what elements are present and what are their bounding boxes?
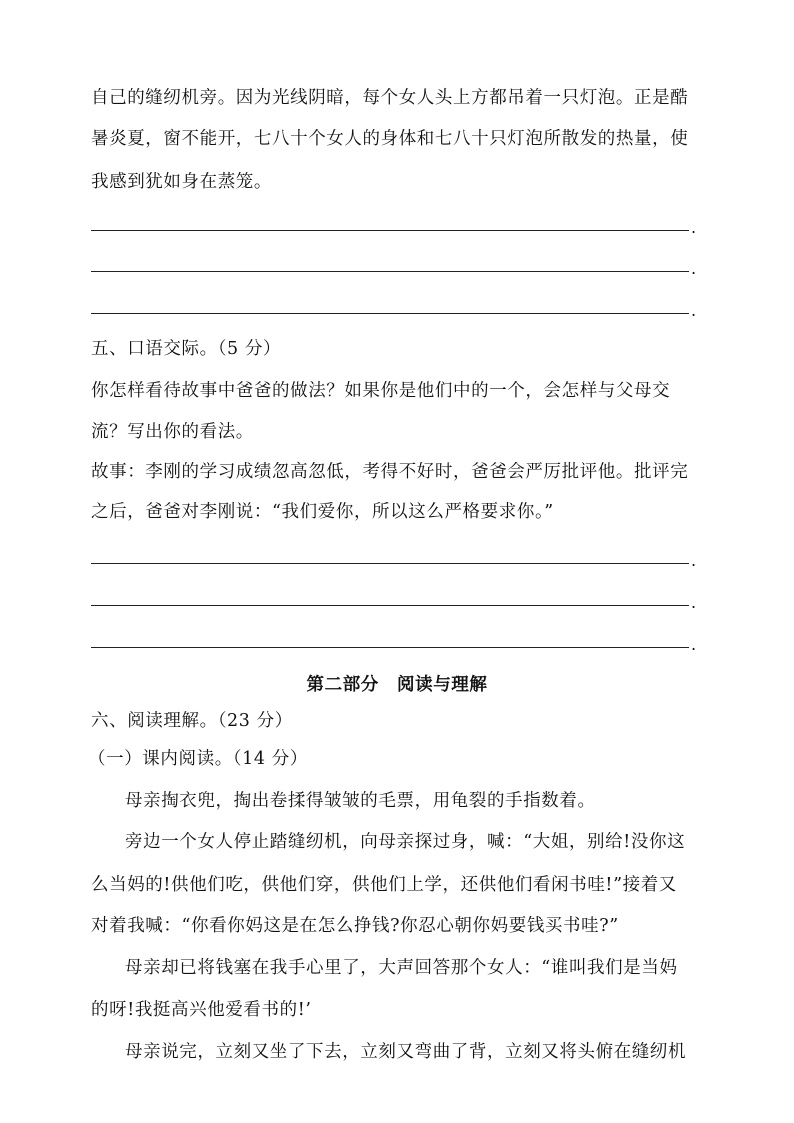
answer-line[interactable] — [91, 647, 689, 648]
answer-line[interactable] — [91, 605, 689, 606]
answer-line[interactable] — [91, 230, 689, 231]
answer-line[interactable] — [91, 271, 689, 272]
answer-line-end-mark: . — [691, 301, 697, 320]
story-line: 故事：李刚的学习成绩忽高忽低，考得不好时，爸爸会严厉批评他。批评完 — [91, 462, 689, 482]
passage-line: 自己的缝纫机旁。因为光线阴暗，每个女人头上方都吊着一只灯泡。正是酷 — [91, 88, 689, 108]
section-5-title: 五、口语交际。（5 分） — [91, 339, 282, 359]
passage-line: 对着我喊：“你看你妈这是在怎么挣钱?你忍心朝你妈要钱买书哇?” — [91, 916, 619, 936]
story-line: 之后，爸爸对李刚说：“我们爱你，所以这么严格要求你。” — [91, 502, 554, 522]
passage-line: 的呀!我挺高兴他爱看书的!’ — [91, 1000, 312, 1020]
passage-line: 母亲说完，立刻又坐了下去，立刻又弯曲了背，立刻又将头俯在缝纫机 — [125, 1042, 687, 1062]
sub-section-title: （一）课内阅读。（14 分） — [88, 749, 308, 769]
answer-line-end-mark: . — [691, 218, 697, 237]
answer-line-end-mark: . — [691, 593, 697, 612]
answer-line-end-mark: . — [691, 551, 697, 570]
question-line: 流？写出你的看法。 — [91, 422, 254, 442]
passage-line: 母亲掏衣兜，掏出卷揉得皱皱的毛票，用龟裂的手指数着。 — [125, 791, 596, 811]
answer-line[interactable] — [91, 563, 689, 564]
passage-line: 么当妈的!供他们吃，供他们穿，供他们上学，还供他们看闲书哇!”接着又 — [91, 875, 677, 895]
passage-line: 旁边一个女人停止踏缝纫机，向母亲探过身，喊：“大姐，别给!没你这 — [125, 832, 686, 852]
part-2-heading: 第二部分 阅读与理解 — [306, 675, 488, 695]
section-6-title: 六、阅读理解。（23 分） — [91, 711, 293, 731]
answer-line-end-mark: . — [691, 635, 697, 654]
question-line: 你怎样看待故事中爸爸的做法？如果你是他们中的一个，会怎样与父母交 — [91, 381, 671, 401]
passage-line: 母亲却已将钱塞在我手心里了，大声回答那个女人：“谁叫我们是当妈 — [125, 958, 678, 978]
answer-line[interactable] — [91, 313, 689, 314]
answer-line-end-mark: . — [691, 259, 697, 278]
passage-line: 我感到犹如身在蒸笼。 — [91, 172, 272, 192]
passage-line: 暑炎夏，窗不能开，七八十个女人的身体和七八十只灯泡所散发的热量，使 — [91, 129, 689, 149]
